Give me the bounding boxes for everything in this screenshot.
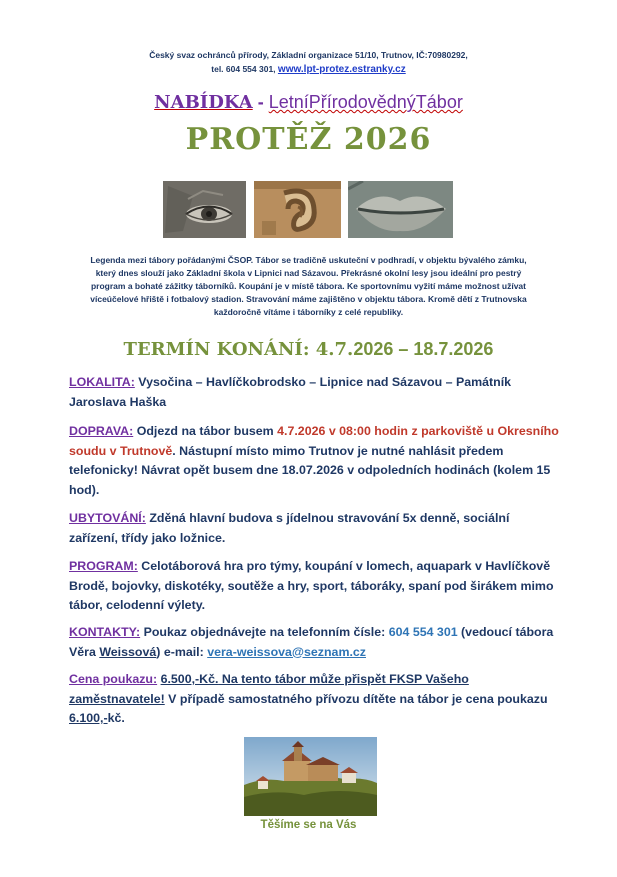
camp-name-title: PROTĚŽ 2026 <box>185 122 432 157</box>
ear-sculpture-image <box>254 181 341 238</box>
contacts-text-2: (vedoucí tábora Věra <box>69 625 554 659</box>
eye-sculpture-image <box>163 181 246 238</box>
contacts-text-3: ) e-mail: <box>156 644 208 659</box>
accommodation-label: UBYTOVÁNÍ: <box>69 511 146 525</box>
location-section <box>69 373 559 412</box>
lips-sculpture-image <box>348 181 453 238</box>
title-separator: - <box>252 92 269 112</box>
contacts-section <box>69 623 559 662</box>
contacts-label: KONTAKTY: <box>69 625 141 639</box>
transport-text-1: Odjezd na tábor busem <box>133 424 278 438</box>
website-link[interactable]: www.lpt-protez.estranky.cz <box>277 64 406 75</box>
camp-type: LetníPřírodovědnýTábor <box>268 92 463 112</box>
location-text: Vysočina – Havlíčkobrodsko – Lipnice nad Sázavou – Památník Jaroslava Haška <box>69 375 512 409</box>
intro-paragraph: Legenda mezi tábory pořádanými ČSOP. Tábor se tradičně uskuteční v podhradí, v objektu bývalého zámku, který dnes slouží jako Základní škola v Lipnici nad Sázavou. Překrásné okolní lesy jsou ideální pro pestrý program a bohaté zážitky táborníků. Koupání je v místě tábora. Ke sportovnímu vyžití máme možnost užívat víceúčelové hřiště i fotbalový stadion. Stravování máme zajištěno v objektu tábora. Kromě dětí z Trutnovska každoročně vítáme i táborníky z celé republiky. <box>90 255 527 317</box>
contact-email-link[interactable]: vera-weissova@seznam.cz <box>207 644 366 659</box>
closing-text: Těšíme se na Vás <box>260 819 357 831</box>
transport-text-2: . Nástupní místo mimo Trutnov je nutné nahlásit předem telefonicky! Návrat opět busem dne 18.07.2026 v odpoledních hodinách (kolem 15 hod). <box>69 443 551 497</box>
contacts-text-1: Poukaz objednávejte na telefonním čísle: <box>140 625 389 639</box>
location-label: LOKALITA: <box>69 375 135 389</box>
price-value-2: 6.100,- <box>69 711 108 725</box>
transport-label: DOPRAVA: <box>69 424 134 438</box>
price-label: Cena poukazu: <box>69 672 158 686</box>
camp-dates-heading <box>0 339 617 360</box>
contact-line <box>0 64 617 75</box>
program-label: PROGRAM: <box>69 559 138 573</box>
accommodation-text: Zděná hlavní budova s jídelnou stravování 5x denně, sociální zařízení, třídy jako ložnice. <box>69 511 510 545</box>
header-phone: tel. 604 554 301, <box>211 64 276 74</box>
castle-image <box>244 737 377 816</box>
transport-section <box>69 422 559 500</box>
program-text: Celotáborová hra pro týmy, koupání v lomech, aquapark v Havlíčkově Brodě, bojovky, diskotéky, soutěže a hry, sport, táboráky, spaní pod širákem mimo tábor, celodenní výlety. <box>69 559 554 612</box>
dates-value: 2026 – 18.7.2026 <box>353 339 494 359</box>
offer-title <box>0 92 617 113</box>
org-line: Český svaz ochránců přírody, Základní organizace 51/10, Trutnov, IČ:70980292, <box>149 50 468 60</box>
leader-name: Weissová <box>99 644 157 659</box>
dates-label: TERMÍN KONÁNÍ: 4.7. <box>123 339 354 360</box>
program-section <box>69 557 559 616</box>
price-suffix: kč. <box>107 711 125 725</box>
offer-label: NABÍDKA <box>154 92 253 113</box>
accommodation-section <box>69 509 559 548</box>
price-section <box>69 670 559 729</box>
departure-highlight: 4.7.2026 v 08:00 hodin z parkoviště u Okresního soudu v Trutnově <box>69 424 559 458</box>
price-text: V případě samostatného přívozu dítěte na tábor je cena poukazu <box>164 691 548 706</box>
price-value: 6.500,-Kč. <box>160 672 219 686</box>
fksp-note: Na tento tábor může přispět FKSP Vašeho zaměstnavatele! <box>69 672 469 706</box>
contact-phone[interactable]: 604 554 301 <box>388 625 458 639</box>
